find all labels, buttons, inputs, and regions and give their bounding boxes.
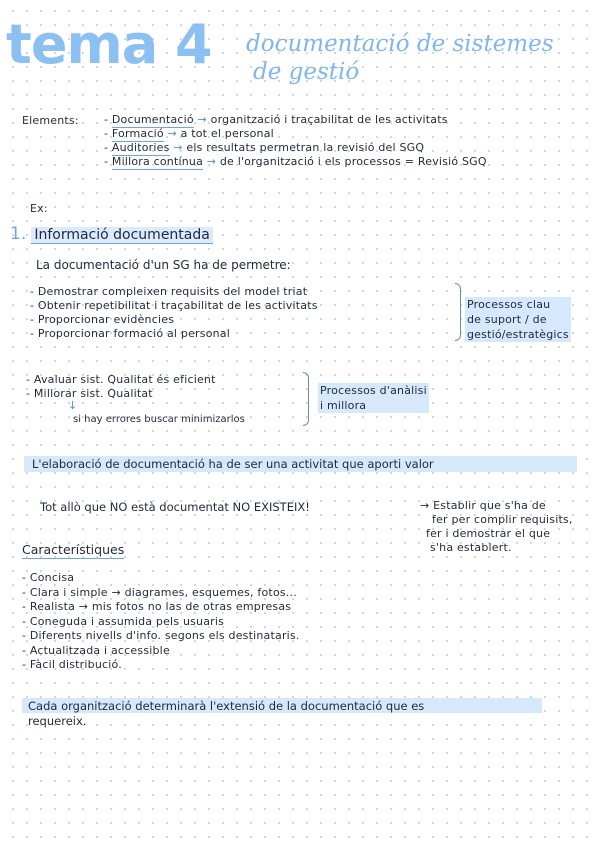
down-arrow-icon: ↓ [68,399,78,412]
characteristics-item: - Actualitzada i accessible [22,643,170,657]
elements-list [104,113,487,169]
list2-note: Processos d'anàlisi i millora [320,384,427,412]
characteristics-item: - Diferents nivells d'info. segons els destinataris. [22,629,300,642]
list1-item: - Demostrar compleixen requisits del model triat [30,285,308,298]
list2 [26,373,216,401]
elements-label: Elements: [22,114,79,127]
section1-title: Informació documentada [31,227,213,244]
title-tema: tema 4 [6,13,212,76]
characteristics-item: - Clara i simple → diagrames, esquemes, fotos... [22,585,297,599]
characteristics-heading: Característiques [22,542,125,557]
title-subtitle-line1: documentació de sistemes [246,31,554,57]
list1 [30,285,318,341]
list1-item: - Proporcionar formació al personal [30,327,230,340]
list2-item: - Avaluar sist. Qualitat és eficient [26,373,216,386]
section1-intro: La documentació d'un SG ha de permetre: [36,258,291,272]
list1-item: - Proporcionar evidències [30,313,175,326]
elements-item: - Documentació → organització i traçabilitat de les activitats [104,113,448,126]
elements-item: - Auditories → els resultats permetran la revisió del SGQ [104,141,425,154]
elements-item: - Millora contínua → de l'organització i els processos = Revisió SGQ [104,155,487,168]
characteristics-item: - Concisa [22,571,75,584]
title-subtitle-line2: de gestió [253,59,360,85]
list2-brace [303,372,309,426]
list1-note: Processos clau de suport / de gestió/estratègics [467,298,569,341]
list1-brace [455,283,461,341]
list1-item: - Obtenir repetibilitat i traçabilitat de les activitats [30,299,318,312]
ex-label: Ex: [30,202,48,215]
characteristics-list [22,571,300,673]
not-documented-note: → Establir que s'ha de fer per complir requisits, fer i demostrar el que s'ha establert. [420,499,573,554]
characteristics-item: - Fàcil distribució. [22,658,122,671]
characteristics-item: - Realista → mis fotos no las de otras empresas [22,600,292,613]
section1-heading [10,224,213,244]
not-documented: Tot allò que NO està documentat NO EXISTEIX! [40,500,310,514]
section1-number: 1. [10,224,27,244]
elements-item: - Formació → a tot el personal [104,127,274,140]
characteristics-item: - Coneguda i assumida pels usuaris [22,614,225,628]
statement: L'elaboració de documentació ha de ser una activitat que aporti valor [24,456,577,472]
list2-sub: si hay errores buscar minimizarlos [73,414,245,425]
list2-item: - Millorar sist. Qualitat [26,387,153,400]
closing: Cada organització determinarà l'extensió de la documentació que es requereix. [28,699,425,728]
